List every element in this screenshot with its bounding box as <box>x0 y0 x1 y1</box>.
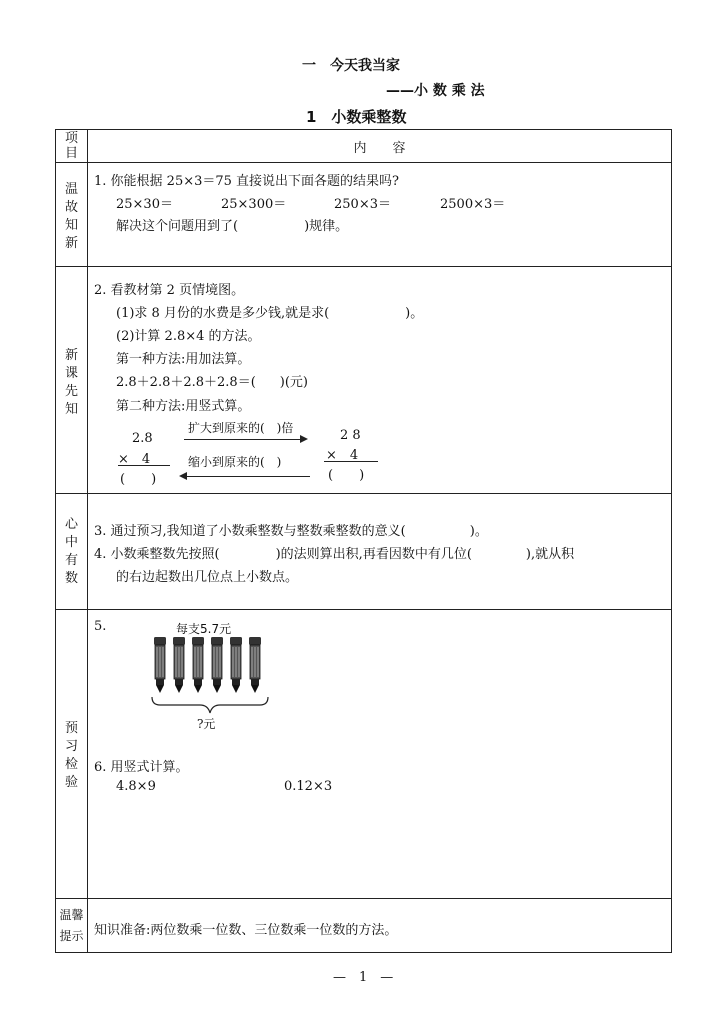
method-1: 第一种方法:用加法算。 <box>116 352 251 367</box>
col-content-header: 内 容 <box>88 130 672 163</box>
row-label-tips: 温馨 提示 <box>56 899 88 953</box>
sub-question-2: (2)计算 2.8×4 的方法。 <box>116 329 261 344</box>
unit-subtitle: ——小 数 乘 法 <box>386 83 485 99</box>
review-question: 1. 你能根据 25×3＝75 直接说出下面各题的结果吗? <box>94 174 400 189</box>
unit-title: 一 今天我当家 <box>302 58 400 74</box>
vertical-calc-1-rule <box>118 465 170 466</box>
review-item: 25×300＝ <box>221 197 287 212</box>
pen-icon <box>211 637 223 693</box>
calc-item-1: 4.8×9 <box>116 779 156 794</box>
calc-item-2: 0.12×3 <box>284 779 333 794</box>
method-2: 第二种方法:用竖式算。 <box>116 399 251 414</box>
row-label-mind: 心 中 有 数 <box>56 494 88 610</box>
vertical-calc-2-multiplier: × 4 <box>326 448 359 463</box>
vertical-calc-2-result: ( ) <box>328 468 365 483</box>
vertical-calc-1-result: ( ) <box>120 472 157 487</box>
arrow-bottom-label: 缩小到原来的( ) <box>188 455 282 469</box>
row-label-review: 温 故 知 新 <box>56 163 88 267</box>
pen-icon <box>154 637 166 693</box>
mind-content <box>88 494 672 610</box>
practice-content <box>88 610 672 899</box>
arrow-top-line <box>184 439 302 440</box>
new-lesson-content <box>88 267 672 494</box>
col-item-header: 项 目 <box>56 130 88 163</box>
review-rule: 解决这个问题用到了( )规律。 <box>116 219 349 234</box>
total-brace <box>152 697 268 713</box>
pen-icon <box>173 637 185 693</box>
review-item: 25×30＝ <box>116 197 173 212</box>
practice-question-6: 6. 用竖式计算。 <box>94 760 189 775</box>
mind-question-4: 4. 小数乘整数先按照( )的法则算出积,再看因数中有几位( ),就从积 <box>94 547 575 562</box>
vertical-calc-1-multiplier: × 4 <box>118 452 151 467</box>
lesson-title: 1 小数乘整数 <box>306 108 407 126</box>
new-lesson-question: 2. 看教材第 2 页情境图。 <box>94 283 245 298</box>
tips-content <box>88 899 672 953</box>
arrow-bottom-line <box>186 476 310 477</box>
arrow-left-icon <box>179 472 187 480</box>
review-content <box>88 163 672 267</box>
vertical-calc-2-rule <box>324 461 378 462</box>
vertical-calc-2-top: 2 8 <box>340 428 361 443</box>
practice-question-5: 5. <box>94 619 107 634</box>
pens-illustration <box>148 635 278 715</box>
review-item: 2500×3＝ <box>440 197 506 212</box>
row-label-new-lesson: 新 课 先 知 <box>56 267 88 494</box>
mind-question-4-line2: 的右边起数出几位点上小数点。 <box>116 570 299 585</box>
mind-question-3: 3. 通过预习,我知道了小数乘整数与整数乘整数的意义( )。 <box>94 524 488 539</box>
page-number: — 1 — <box>333 970 394 985</box>
sub-question-1: (1)求 8 月份的水费是多少钱,就是求( )。 <box>116 306 424 321</box>
pen-icon <box>230 637 242 693</box>
method-1-expression: 2.8＋2.8＋2.8＋2.8＝( )(元) <box>116 375 308 390</box>
pen-icon <box>192 637 204 693</box>
price-label: 每支5.7元 <box>176 622 232 636</box>
arrow-top-label: 扩大到原来的( )倍 <box>188 421 294 435</box>
tips-text: 知识准备:两位数乘一位数、三位数乘一位数的方法。 <box>94 923 398 938</box>
review-item: 250×3＝ <box>334 197 391 212</box>
row-label-practice: 预 习 检 验 <box>56 610 88 899</box>
worksheet-table <box>55 129 672 953</box>
arrow-right-icon <box>300 435 308 443</box>
total-label: ?元 <box>197 717 216 731</box>
pen-icon <box>249 637 261 693</box>
vertical-calc-1-top: 2.8 <box>132 431 153 446</box>
